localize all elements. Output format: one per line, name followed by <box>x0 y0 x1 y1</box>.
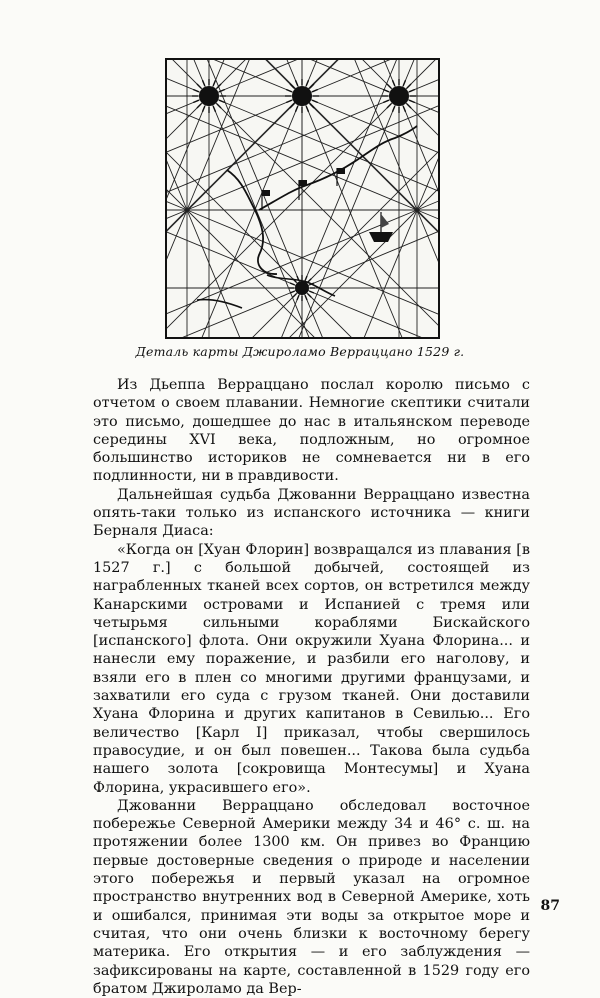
compass-ray <box>290 283 295 285</box>
compass-ray <box>296 106 298 112</box>
compass-rose <box>295 281 309 295</box>
compass-ray <box>306 80 308 86</box>
compass-ray <box>193 90 199 92</box>
body-text <box>93 376 530 998</box>
compass-ray <box>387 84 391 88</box>
rhumb-line <box>417 60 438 210</box>
compass-ray <box>203 80 205 86</box>
compass-ray <box>393 80 395 86</box>
rhumb-line <box>302 96 438 337</box>
compass-ray <box>312 90 318 92</box>
rhumb-line <box>167 210 417 337</box>
page-number: 87 <box>540 898 560 914</box>
compass-ray <box>407 84 411 88</box>
compass-rose <box>389 86 409 106</box>
rhumb-line <box>167 210 417 337</box>
rhumb-line <box>167 60 417 210</box>
compass-rose <box>292 86 312 106</box>
rhumb-line <box>302 288 438 337</box>
compass-ray <box>213 106 215 112</box>
rhumb-line <box>187 210 438 337</box>
compass-ray <box>296 80 298 86</box>
compass-ray <box>286 100 292 102</box>
ship-drawing <box>369 212 393 242</box>
compass-ray <box>387 104 391 108</box>
compass-ray <box>403 80 405 86</box>
compass-ray <box>409 100 415 102</box>
compass-ray <box>383 100 389 102</box>
compass-ray <box>203 106 205 112</box>
compass-rose <box>199 86 219 106</box>
compass-ray <box>217 104 221 108</box>
compass-ray <box>197 84 201 88</box>
compass-ray <box>409 90 415 92</box>
paragraph-4: Джованни Верраццано обследовал восточное побережье Северной Америки между 34 и 46° с. ш. на протяжении более 1300 км. Он привез во Францию первые достоверные сведения о природе и населении этого побережья и первый указал на огромное пространство внутренних вод в Северной Америке, хоть и ошибался, принимая эти воды за открытое море и считая, что они очень близки к восточному берегу материка. Его открытия — и его заблуждения — зафиксированы на карте, составленной в 1529 году его братом Джироламо да Вер- <box>93 797 530 997</box>
compass-ray <box>305 295 307 300</box>
rhumb-line <box>302 60 438 288</box>
compass-ray <box>297 295 299 300</box>
compass-ray <box>290 291 295 293</box>
rhumb-line <box>209 96 438 337</box>
rhumb-line <box>187 210 438 337</box>
rhumb-line <box>417 60 438 210</box>
compass-ray <box>193 100 199 102</box>
paragraph-1: Из Дьеппа Верраццано послал королю письмо с отчетом о своем плавании. Немногие скептики считали это письмо, дошедшее до нас в итальянском переводе середины XVI века, подложным, но огромное большинство историков не сомневается ни в его подлинности, ни в правдивости. <box>93 377 530 485</box>
rhumb-line <box>302 288 438 337</box>
island-coast-2 <box>197 299 242 308</box>
figure-caption: Деталь карты Джироламо Верраццано 1529 г. <box>135 344 465 359</box>
compass-ray <box>293 294 297 298</box>
compass-ray <box>393 106 395 112</box>
paragraph-2: Дальнейшая судьба Джованни Верраццано известна опять-таки только из испанского источника — книги Берналя Диаса: <box>93 486 530 540</box>
compass-ray <box>407 104 411 108</box>
compass-ray <box>197 104 201 108</box>
compass-ray <box>213 80 215 86</box>
rhumb-line <box>167 96 399 257</box>
rhumb-line <box>302 60 438 288</box>
compass-ray <box>286 90 292 92</box>
portolan-map <box>167 60 438 337</box>
compass-ray <box>309 291 314 293</box>
compass-ray <box>306 106 308 112</box>
compass-ray <box>308 279 312 283</box>
compass-ray <box>312 100 318 102</box>
compass-ray <box>308 294 312 298</box>
compass-ray <box>305 276 307 281</box>
rhumb-line <box>302 96 438 337</box>
rhumb-line <box>167 60 417 210</box>
map-figure <box>165 58 440 339</box>
rhumb-line <box>302 288 438 337</box>
rhumb-line <box>417 60 438 210</box>
paragraph-quote: «Когда он [Хуан Флорин] возвращался из плавания [в 1527 г.] с большой добычей, состоящей из награбленных тканей всех сортов, он встретился между Канарскими островами и Испанией с тремя или четырьмя сильными кораблями Бискайского [испанского] флота. Они окружили Хуана Флорина... и нанесли ему поражение, и разбили его наголову, и взяли его в плен со многими другими французами, и захватили его суда с грузом тканей. Они доставили Хуана Флорина и других капитанов в Севилью... Его величество [Карл I] приказал, чтобы свершилось правосудие, и он был повешен... Такова была судьба нашего золота [сокровища Монтесумы] и Хуана Флорина, украсившего его». <box>93 541 530 796</box>
compass-ray <box>403 106 405 112</box>
